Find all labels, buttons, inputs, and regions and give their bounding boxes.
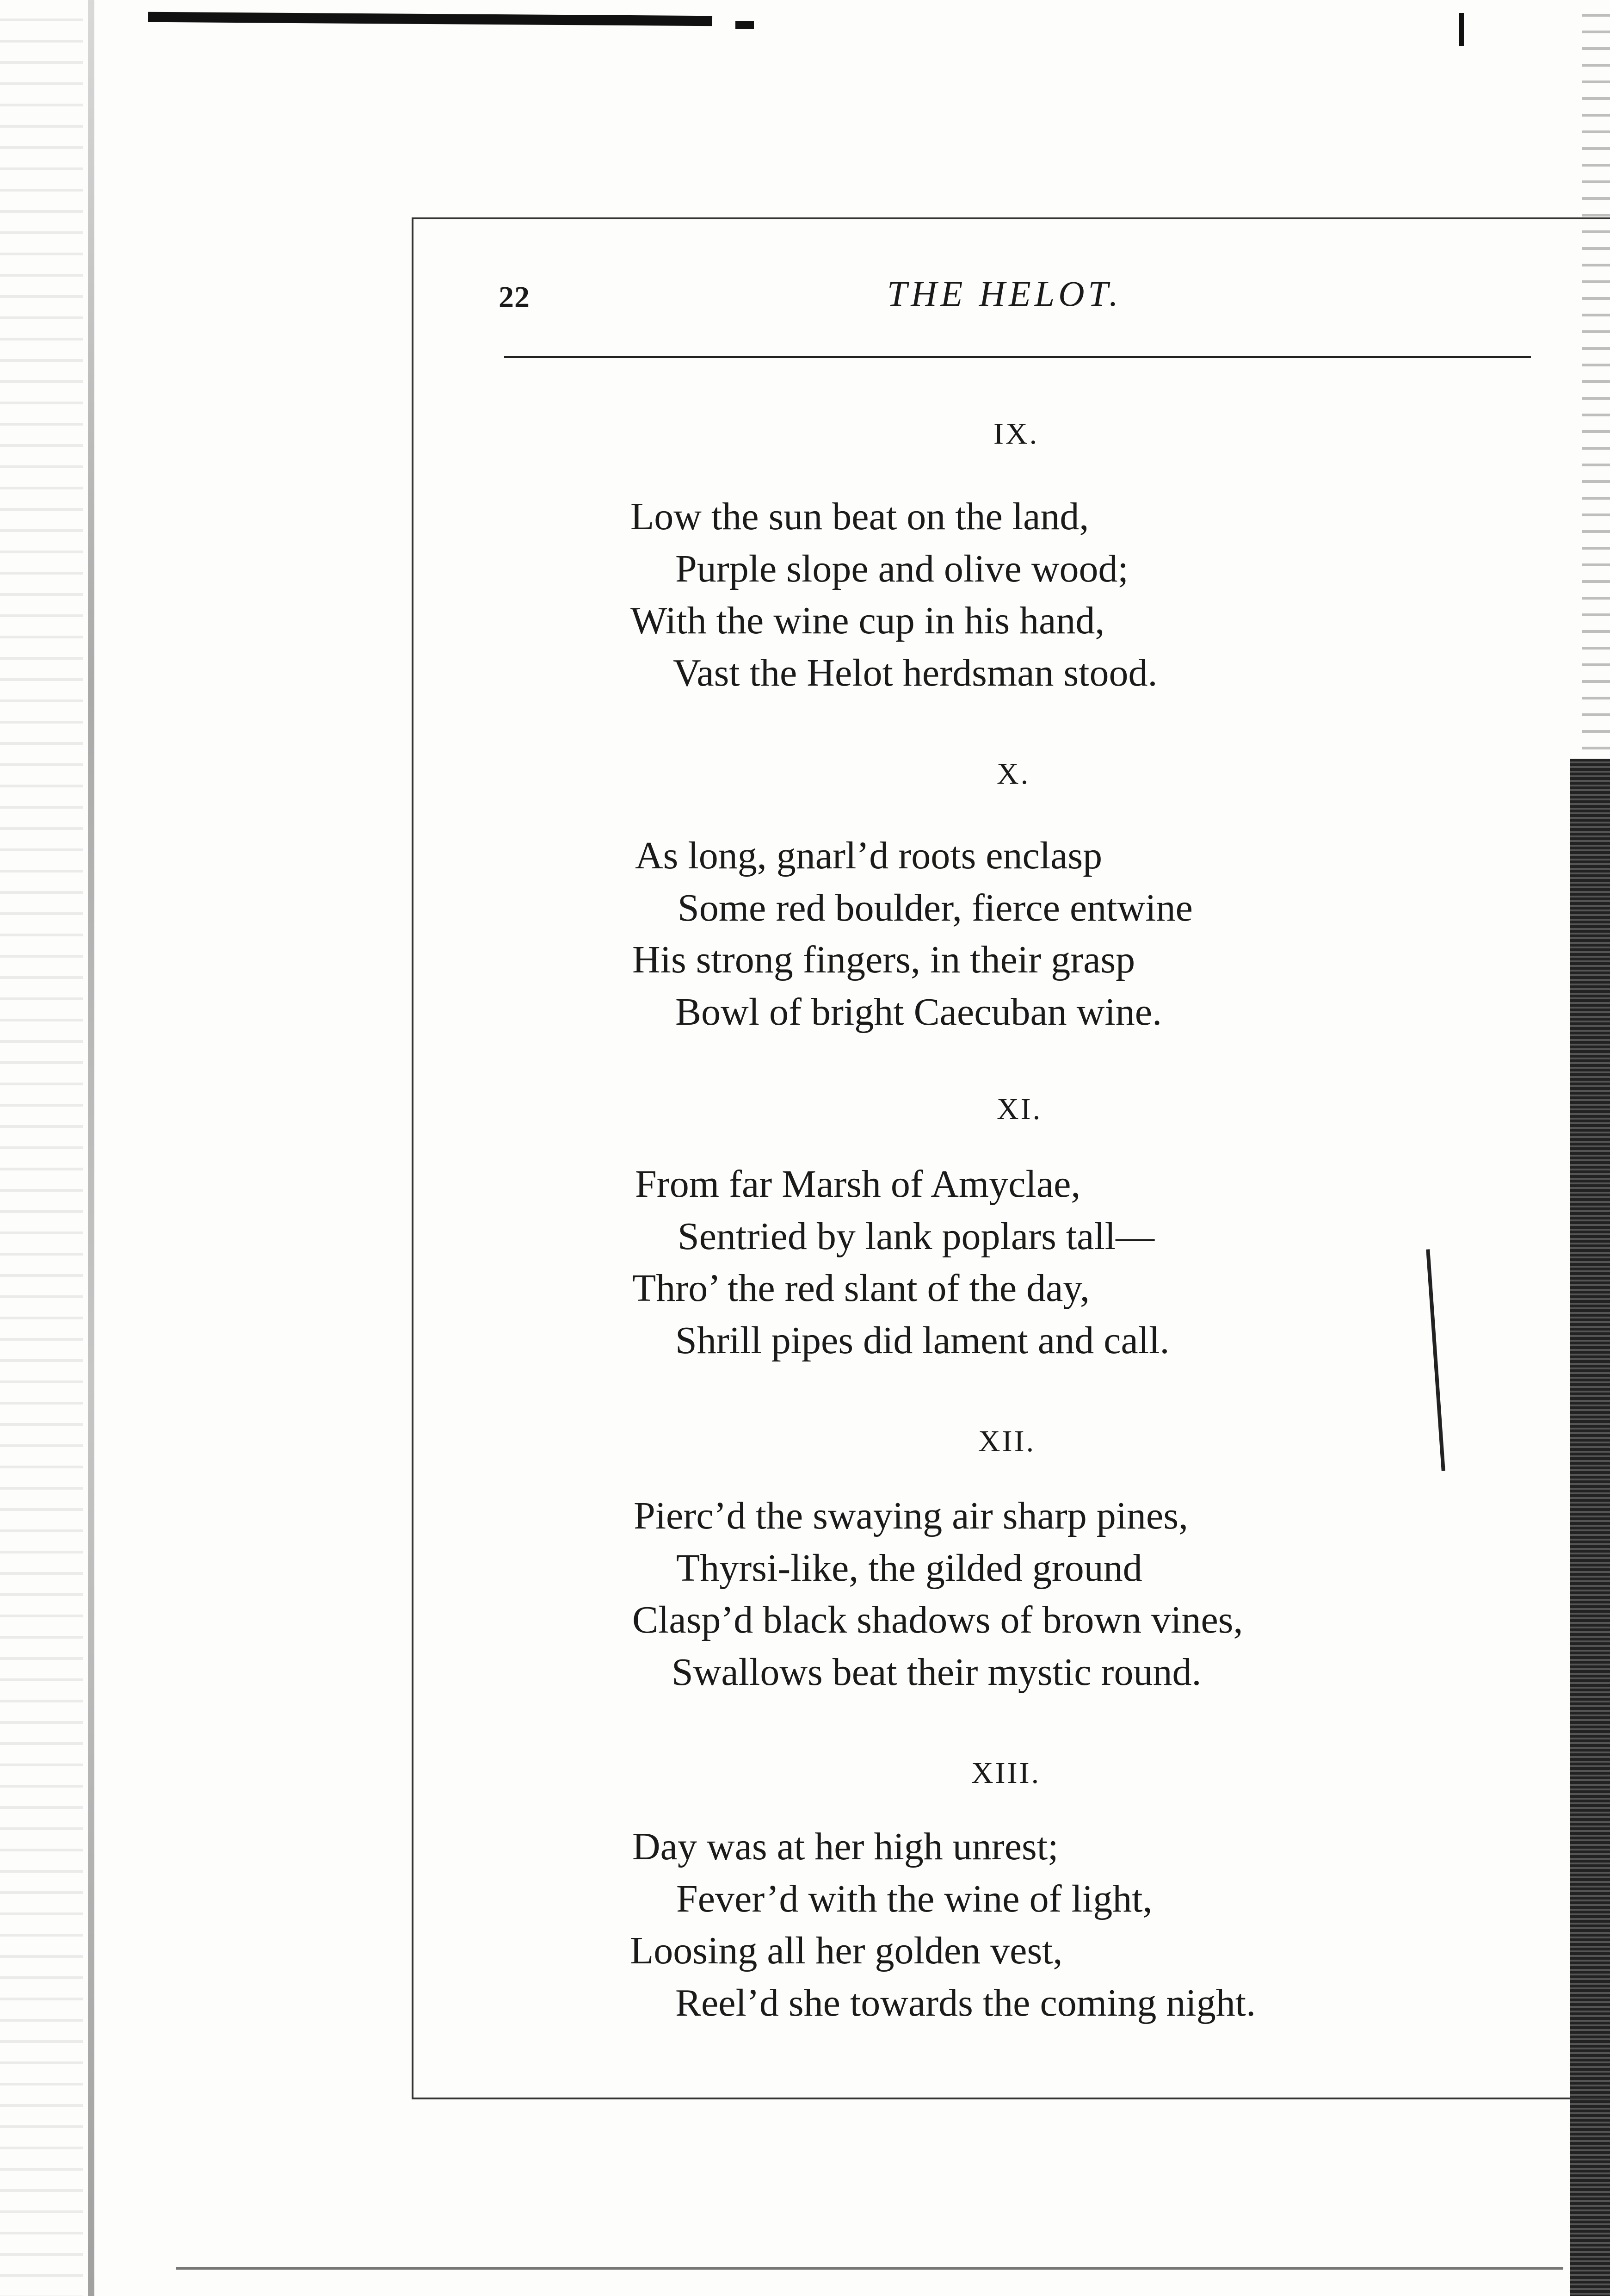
verse-line: Purple slope and olive wood;	[675, 547, 1129, 590]
scan-edge-left	[88, 0, 94, 2296]
verse-line: Vast the Helot herdsman stood.	[673, 651, 1158, 694]
verse-line: Some red boulder, fierce entwine	[678, 886, 1193, 929]
page-number: 22	[499, 280, 530, 314]
verse-line: As long, gnarl’d roots enclasp	[635, 834, 1103, 877]
scan-tick-top	[1459, 13, 1464, 46]
verse-line: Thro’ the red slant of the day,	[632, 1267, 1090, 1310]
verse-line: Swallows beat their mystic round.	[672, 1651, 1202, 1694]
verse-line: Pierc’d the swaying air sharp pines,	[634, 1494, 1189, 1537]
verse-line: Sentried by lank poplars tall—	[678, 1215, 1155, 1258]
stanza-numeral: IX.	[993, 417, 1039, 451]
verse-line: Low the sun beat on the land,	[630, 495, 1089, 538]
scan-dash-top	[735, 21, 754, 29]
scan-rule-top	[148, 12, 712, 26]
verse-line: Day was at her high unrest;	[632, 1825, 1059, 1868]
verse-line: Reel’d she towards the coming night.	[675, 1981, 1256, 2024]
verse-line: Thyrsi-like, the gilded ground	[676, 1547, 1142, 1590]
stanza-numeral: XI.	[997, 1092, 1042, 1126]
header-rule	[504, 356, 1531, 358]
scan-speckle-left	[0, 0, 83, 2296]
verse-line: Clasp’d black shadows of brown vines,	[632, 1598, 1243, 1641]
scan-edge-bottom	[176, 2267, 1563, 2270]
stanza-numeral: XIII.	[971, 1756, 1041, 1790]
verse-line: His strong fingers, in their grasp	[632, 938, 1135, 981]
verse-line: Fever’d with the wine of light,	[676, 1877, 1153, 1920]
verse-line: With the wine cup in his hand,	[630, 599, 1105, 642]
stanza-numeral: X.	[997, 757, 1030, 791]
running-head: THE HELOT.	[887, 273, 1122, 314]
verse-line: Shrill pipes did lament and call.	[675, 1319, 1170, 1362]
verse-line: Bowl of bright Caecuban wine.	[675, 990, 1162, 1034]
stanza-numeral: XII.	[978, 1424, 1036, 1458]
verse-line: Loosing all her golden vest,	[630, 1929, 1063, 1972]
verse-line: From far Marsh of Amyclae,	[635, 1163, 1081, 1206]
